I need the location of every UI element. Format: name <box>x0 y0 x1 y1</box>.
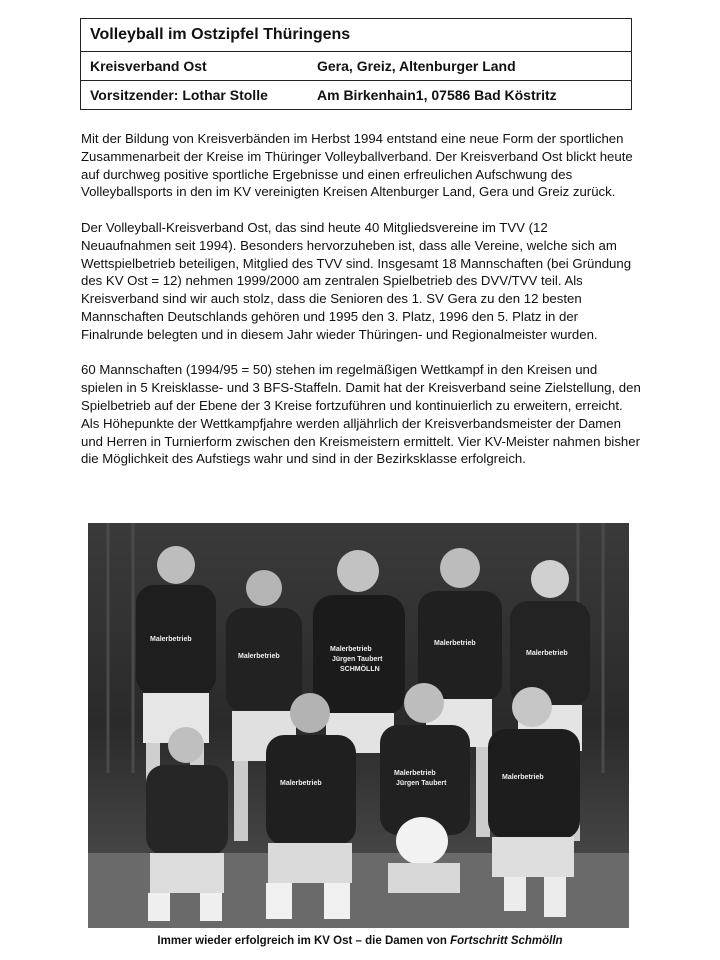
caption-team: Fortschritt Schmölln <box>450 935 563 947</box>
jersey-sponsor-text: Malerbetrieb <box>394 770 436 777</box>
jersey-name-text: Jürgen Taubert <box>332 656 383 663</box>
team-photo <box>88 523 629 928</box>
header-table <box>80 18 632 110</box>
jersey-town-text: SCHMÖLLN <box>340 666 380 673</box>
paragraph-2: Der Volleyball-Kreisverband Ost, das sind heute 40 Mitgliedsvereine im TVV (12 Neuaufnahmen seit 1994). Besonders hervorzuheben ist, dass alle Vereine, welche sich am Wettspielbetrieb beteiligen, Mitglied des TVV sind. Insgesamt 18 Mannschaften (bei Gründung des KV Ost = 12) nehmen 1999/2000 am zentralen Spielbetrieb des DVV/TVV teil. Als Kreisverband sind wir auch stolz, dass die Senioren des 1. SV Gera zu den 12 besten Mannschaften Deutschlands gehören und 1995 den 3. Platz, 1996 den 5. Platz in der Finalrunde belegten und in diesem Jahr wieder Thüringen- und Regionalmeister wurden. <box>81 219 632 342</box>
chairman-address: Am Birkenhain1, 07586 Bad Köstritz <box>317 87 557 103</box>
jersey-sponsor-text: Malerbetrieb <box>434 640 476 647</box>
jersey-sponsor-text: Malerbetrieb <box>526 650 568 657</box>
article-body <box>81 130 641 486</box>
jersey-sponsor-text: Malerbetrieb <box>502 774 544 781</box>
jersey-sponsor-text: Malerbetrieb <box>330 646 372 653</box>
header-row-chairman <box>81 81 631 109</box>
caption-text: Immer wieder erfolgreich im KV Ost – die Damen von <box>157 935 451 947</box>
header-row-district <box>81 52 631 81</box>
article-title: Volleyball im Ostzipfel Thüringens <box>81 19 631 52</box>
chairman-name: Vorsitzender: Lothar Stolle <box>90 87 268 103</box>
jersey-sponsor-text: Malerbetrieb <box>238 653 280 660</box>
district-name: Kreisverband Ost <box>90 58 207 74</box>
jersey-sponsor-text: Malerbetrieb <box>150 636 192 643</box>
photo-caption <box>0 935 720 947</box>
paragraph-3: 60 Mannschaften (1994/95 = 50) stehen im regelmäßigen Wettkampf in den Kreisen und spielen in 5 Kreisklasse- und 3 BFS-Staffeln. Damit hat der Kreisverband seine Zielstellung, den Spielbetrieb auf der Ebene der 3 Kreise fortzuführen und kontinuierlich zu erweitern, erreicht. Als Höhepunkte der Wettkampfjahre werden alljährlich der Kreisverbandsmeister der Damen und Herren in Turnierform zwischen den Kreismeistern ermittelt. Vier KV-Meister nahmen bisher die Möglichkeit des Aufstiegs wahr und sind in der Bezirksklasse erfolgreich. <box>81 362 641 467</box>
jersey-name-text: Jürgen Taubert <box>396 780 447 787</box>
paragraph-1: Mit der Bildung von Kreisverbänden im Herbst 1994 entstand eine neue Form der sportlichen Zusammenarbeit der Kreise im Thüringer Volleyballverband. Der Kreisverband Ost blickt heute auf durchweg positive sportliche Ergebnisse und einen erfreulichen Aufschwung des Volleyballsports in den im KV vereinigten Kreisen Altenburger Land, Gera und Greiz zurück. <box>81 131 633 200</box>
jersey-sponsor-text: Malerbetrieb <box>280 780 322 787</box>
district-regions: Gera, Greiz, Altenburger Land <box>317 58 516 74</box>
